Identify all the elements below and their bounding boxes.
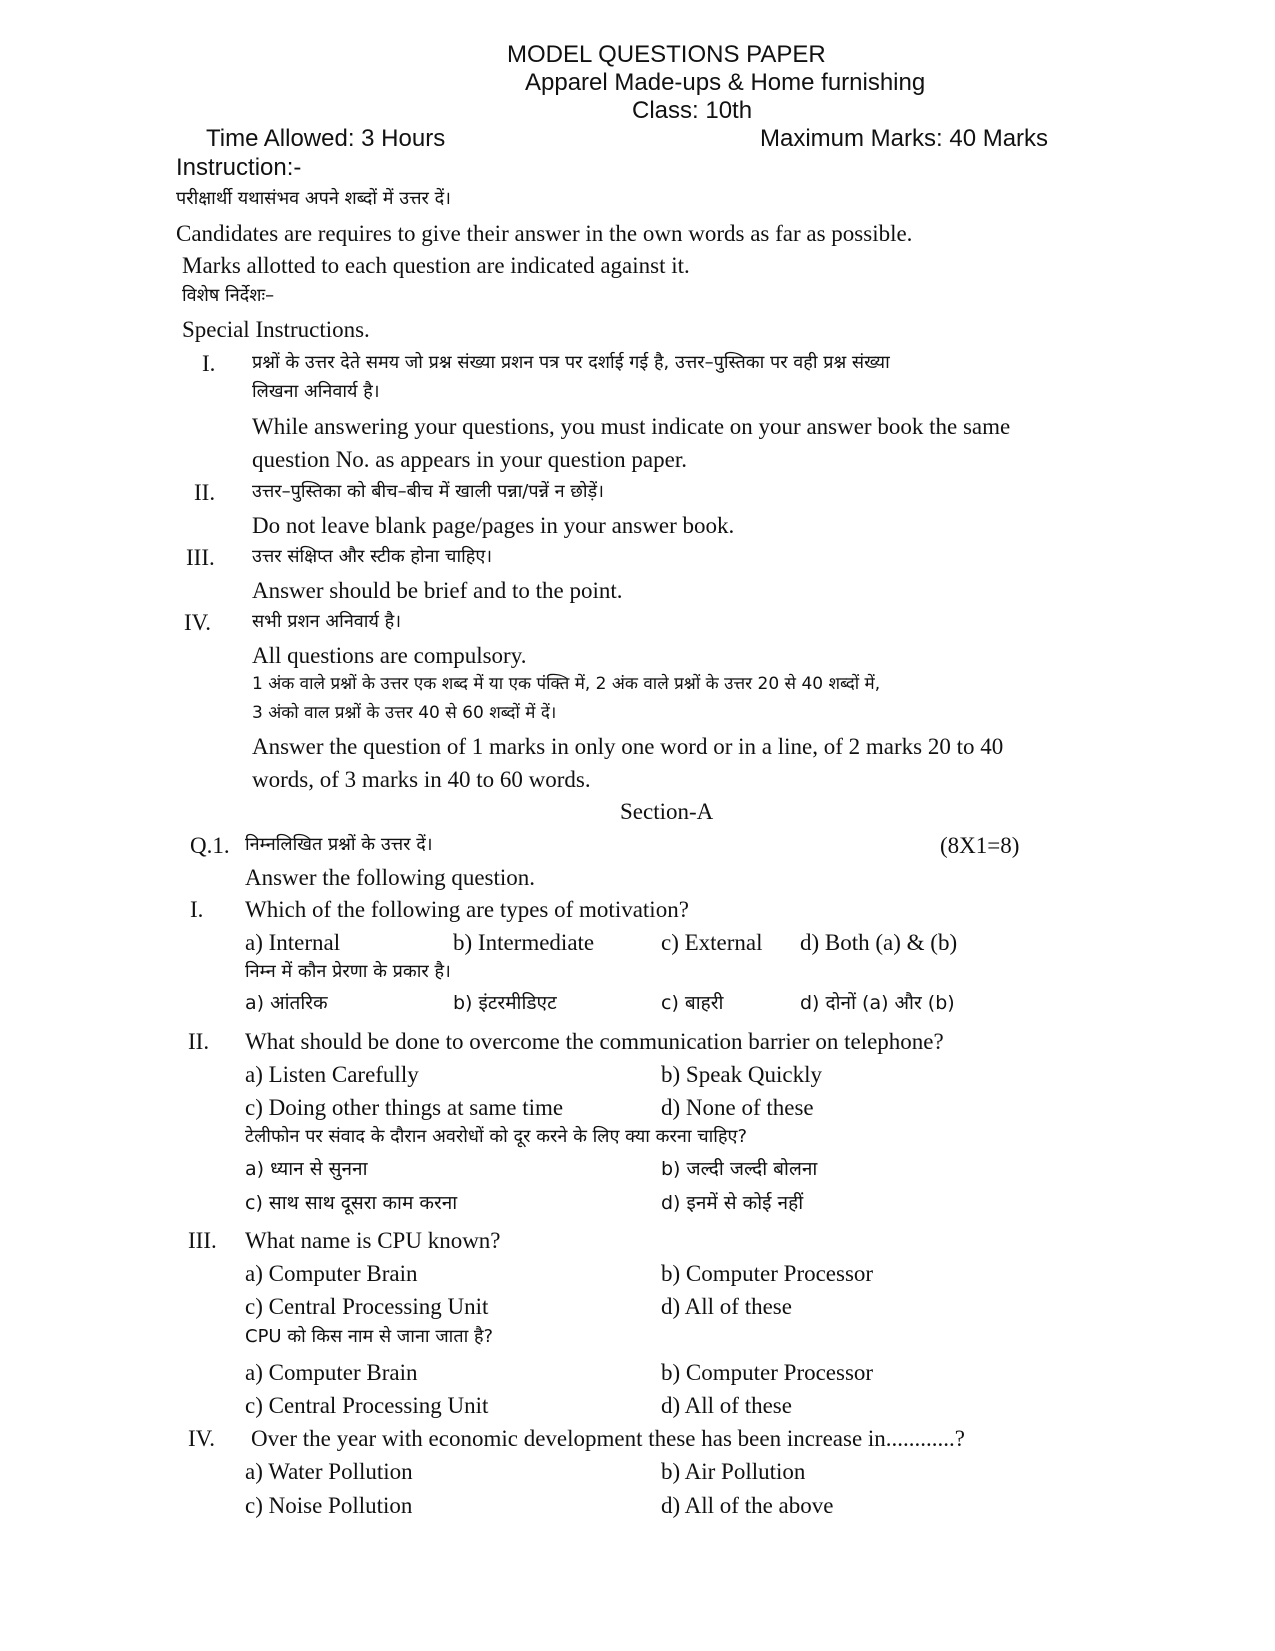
- special-num: I.: [202, 351, 216, 376]
- subquestion-hindi: टेलीफोन पर संवाद के दौरान अवरोधों को दूर करने के लिए क्या करना चाहिए?: [245, 1126, 748, 1147]
- question-number: Q.1.: [190, 833, 230, 858]
- special-english-line: All questions are compulsory.: [252, 643, 527, 668]
- special-hindi-line: प्रश्नों के उत्तर देते समय जो प्रश्न संख्या प्रशन पत्र पर दर्शाई गई है, उत्तर–पुस्तिका पर वही प्रश्न संख्या: [252, 352, 890, 373]
- option-d: d) All of the above: [661, 1493, 834, 1518]
- option-b: b) Computer Processor: [661, 1261, 874, 1286]
- paper-class: Class: 10th: [632, 97, 753, 124]
- option-b: b) Computer Processor: [661, 1360, 874, 1385]
- option-c: c) Central Processing Unit: [245, 1393, 489, 1418]
- option-c: c) External: [661, 930, 763, 955]
- special-num: II.: [194, 480, 216, 505]
- option-a: a) आंतरिक: [245, 992, 328, 1014]
- special-hindi-line: 3 अंको वाल प्रश्नों के उत्तर 40 से 60 शब्दों में दें।: [252, 703, 557, 723]
- subquestion-number: IV.: [188, 1426, 216, 1451]
- option-c: c) Noise Pollution: [245, 1493, 413, 1518]
- section-heading: Section-A: [620, 799, 714, 824]
- option-a: a) Listen Carefully: [245, 1062, 419, 1087]
- subquestion-english: Over the year with economic development these has been increase in............?: [251, 1426, 966, 1451]
- special-hindi-line: उत्तर–पुस्तिका को बीच–बीच में खाली पन्ना/पन्नें न छोड़ें।: [252, 481, 605, 502]
- paper-subject: Apparel Made-ups & Home furnishing: [525, 69, 926, 96]
- time-allowed: Time Allowed: 3 Hours: [206, 125, 446, 152]
- special-hindi-line: लिखना अनिवार्य है।: [252, 381, 380, 402]
- subquestion-hindi: CPU को किस नाम से जाना जाता है?: [245, 1326, 494, 1347]
- option-b: b) इंटरमीडिएट: [453, 992, 557, 1014]
- special-english-line: While answering your questions, you must indicate on your answer book the same: [252, 414, 1011, 439]
- instruction-heading: Instruction:-: [176, 154, 302, 181]
- option-a: a) Computer Brain: [245, 1360, 418, 1385]
- instruction-english: Candidates are requires to give their answer in the own words as far as possible.: [176, 221, 913, 246]
- subquestion-number: III.: [188, 1228, 217, 1253]
- question-marks: (8X1=8): [940, 833, 1020, 858]
- question-hindi: निम्नलिखित प्रश्नों के उत्तर दें।: [245, 834, 433, 855]
- subquestion-english: Which of the following are types of motivation?: [245, 897, 689, 922]
- option-d: d) All of these: [661, 1393, 792, 1418]
- special-english-line: words, of 3 marks in 40 to 60 words.: [252, 767, 591, 792]
- special-english-line: Do not leave blank page/pages in your answer book.: [252, 513, 735, 538]
- option-a: a) Internal: [245, 930, 341, 955]
- maximum-marks: Maximum Marks: 40 Marks: [760, 125, 1049, 152]
- option-d: d) दोनों (a) और (b): [800, 992, 955, 1014]
- special-hindi-line: 1 अंक वाले प्रश्नों के उत्तर एक शब्द में या एक पंक्ति में, 2 अंक वाले प्रश्नों के उत्तर 20 से 40 शब्दों में,: [252, 674, 881, 694]
- subquestion-number: II.: [188, 1029, 210, 1054]
- option-c: c) Central Processing Unit: [245, 1294, 489, 1319]
- option-a: a) Computer Brain: [245, 1261, 418, 1286]
- subquestion-number: I.: [190, 897, 204, 922]
- special-num: III.: [186, 545, 215, 570]
- special-english-line: Answer should be brief and to the point.: [252, 578, 623, 603]
- option-a: a) Water Pollution: [245, 1459, 413, 1484]
- instruction-hindi: परीक्षार्थी यथासंभव अपने शब्दों में उत्तर दें।: [176, 188, 451, 209]
- subquestion-english: What should be done to overcome the communication barrier on telephone?: [245, 1029, 944, 1054]
- option-b: b) Intermediate: [453, 930, 595, 955]
- option-c: c) बाहरी: [661, 992, 724, 1014]
- special-hindi-line: उत्तर संक्षिप्त और स्टीक होना चाहिए।: [252, 546, 493, 567]
- special-english-line: question No. as appears in your question paper.: [252, 447, 687, 472]
- option-c: c) Doing other things at same time: [245, 1095, 564, 1120]
- option-d: d) इनमें से कोई नहीं: [661, 1192, 804, 1214]
- subquestion-hindi: निम्न में कौन प्रेरणा के प्रकार है।: [245, 961, 451, 982]
- option-d: d) All of these: [661, 1294, 792, 1319]
- option-c: c) साथ साथ दूसरा काम करना: [245, 1192, 458, 1214]
- question-english: Answer the following question.: [245, 865, 536, 890]
- instruction-marks-note: Marks allotted to each question are indicated against it.: [182, 253, 690, 278]
- option-d: d) None of these: [661, 1095, 814, 1120]
- special-num: IV.: [184, 610, 212, 635]
- special-english-line: Answer the question of 1 marks in only one word or in a line, of 2 marks 20 to 40: [252, 734, 1004, 759]
- option-b: b) Speak Quickly: [661, 1062, 822, 1087]
- option-b: b) Air Pollution: [661, 1459, 806, 1484]
- option-d: d) Both (a) & (b): [800, 930, 958, 955]
- special-heading-english: Special Instructions.: [182, 317, 370, 342]
- option-b: b) जल्दी जल्दी बोलना: [661, 1158, 818, 1180]
- option-a: a) ध्यान से सुनना: [245, 1158, 368, 1180]
- special-heading-hindi: विशेष निर्देशः–: [182, 285, 275, 306]
- paper-title: MODEL QUESTIONS PAPER: [507, 41, 826, 68]
- subquestion-english: What name is CPU known?: [245, 1228, 501, 1253]
- special-hindi-line: सभी प्रशन अनिवार्य है।: [252, 611, 402, 632]
